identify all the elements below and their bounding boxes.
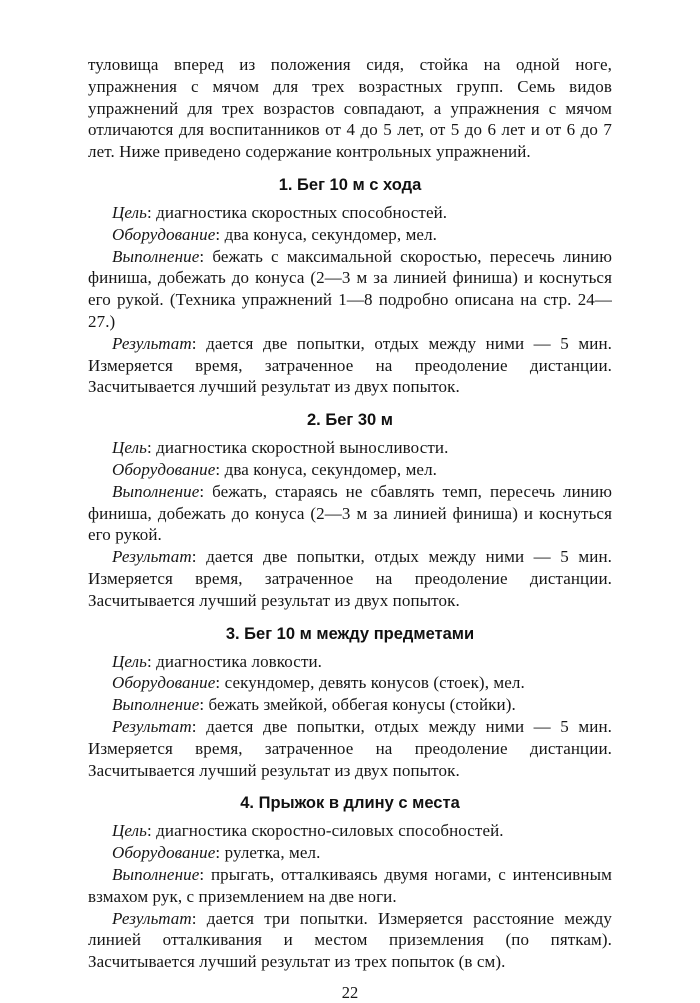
paragraph-text: : два конуса, секундомер, мел. <box>215 224 438 244</box>
paragraph-label: Результат <box>112 908 192 928</box>
paragraph-text: : два конуса, секундомер, мел. <box>215 459 438 479</box>
paragraph-equipment <box>88 459 612 481</box>
paragraph-equipment <box>88 672 612 694</box>
page-number: 22 <box>341 982 359 1002</box>
paragraph-text: : диагностика скоростно-силовых способностей. <box>146 821 504 841</box>
paragraph-label: Результат <box>112 547 192 567</box>
paragraph-label: Оборудование <box>112 673 216 693</box>
paragraph-goal <box>88 651 612 673</box>
paragraph-result <box>88 333 612 398</box>
section-run-10m-between-objects <box>88 624 612 782</box>
paragraph-text: : бежать змейкой, оббегая конусы (стойки). <box>199 695 516 715</box>
paragraph-text: : диагностика скоростных способностей. <box>146 202 448 222</box>
paragraph-text: : рулетка, мел. <box>215 843 321 863</box>
paragraph-label: Оборудование <box>112 459 216 479</box>
section-title: 4. Прыжок в длину с места <box>240 794 460 813</box>
paragraph-label: Выполнение <box>112 246 200 266</box>
paragraph-execution <box>88 246 612 333</box>
paragraph-text: : дается три попытки. Измеряется расстояние между линией отталкивания и местом приземления (по пяткам). Засчитывается лучший результат из трех попыток (в см). <box>88 908 612 972</box>
section-run-10m <box>88 175 612 398</box>
paragraph-label: Результат <box>112 333 192 353</box>
intro-paragraph: туловища вперед из положения сидя, стойка на одной ноге, упражнения с мячом для трех возрастных групп. Семь видов упражнений для трех возрастов совпадают, а упражнения с мячом отличаются для воспитанников от 4 до 5 лет, от 5 до 6 лет и от 6 до 7 лет. Ниже приведено содержание контрольных упражнений. <box>88 55 612 162</box>
paragraph-label: Оборудование <box>112 224 216 244</box>
section-title: 2. Бег 30 м <box>307 411 393 430</box>
paragraph-result <box>88 908 612 973</box>
paragraph-label: Цель <box>112 438 147 458</box>
paragraph-text: : бежать с максимальной скоростью, пересечь линию финиша, добежать до конуса (2—3 м за линией финиша) и коснуться его рукой. (Техника упражнений 1—8 подробно описана на стр. 24—27.) <box>88 246 612 331</box>
paragraph-execution <box>88 694 612 716</box>
paragraph-text: : прыгать, отталкиваясь двумя ногами, с интенсивным взмахом рук, с приземлением на две ноги. <box>88 864 612 906</box>
paragraph-label: Результат <box>112 716 192 736</box>
paragraph-label: Цель <box>112 821 147 841</box>
section-title: 1. Бег 10 м с хода <box>278 175 422 194</box>
paragraph-execution <box>88 481 612 546</box>
paragraph-equipment <box>88 842 612 864</box>
paragraph-text: : секундомер, девять конусов (стоек), мел. <box>215 673 525 693</box>
paragraph-label: Выполнение <box>112 864 200 884</box>
paragraph-goal <box>88 202 612 224</box>
paragraph-text: : диагностика ловкости. <box>146 651 323 671</box>
section-title: 3. Бег 10 м между предметами <box>225 624 475 643</box>
paragraph-label: Выполнение <box>112 695 200 715</box>
paragraph-text: : дается две попытки, отдых между ними — 5 мин. Измеряется время, затраченное на преодоление дистанции. Засчитывается лучший результат из двух попыток. <box>88 333 612 397</box>
paragraph-label: Цель <box>112 651 147 671</box>
paragraph-text: : диагностика скоростной выносливости. <box>146 438 449 458</box>
section-standing-long-jump <box>88 793 612 973</box>
paragraph-goal <box>88 820 612 842</box>
paragraph-label: Цель <box>112 202 147 222</box>
paragraph-text: : дается две попытки, отдых между ними — 5 мин. Измеряется время, затраченное на преодоление дистанции. Засчитывается лучший результат из двух попыток. <box>88 547 612 610</box>
section-run-30m <box>88 410 612 611</box>
paragraph-text: : бежать, стараясь не сбавлять темп, пересечь линию финиша, добежать до конуса (2—3 м за линией финиша) и коснуться его рукой. <box>88 481 612 545</box>
paragraph-equipment <box>88 224 612 246</box>
paragraph-goal <box>88 437 612 459</box>
paragraph-label: Выполнение <box>112 481 200 501</box>
paragraph-label: Оборудование <box>112 843 216 863</box>
paragraph-result <box>88 716 612 781</box>
paragraph-execution <box>88 864 612 908</box>
paragraph-text: : дается две попытки, отдых между ними — 5 мин. Измеряется время, затраченное на преодоление дистанции. Засчитывается лучший результат из двух попыток. <box>88 716 612 780</box>
paragraph-result <box>88 546 612 611</box>
